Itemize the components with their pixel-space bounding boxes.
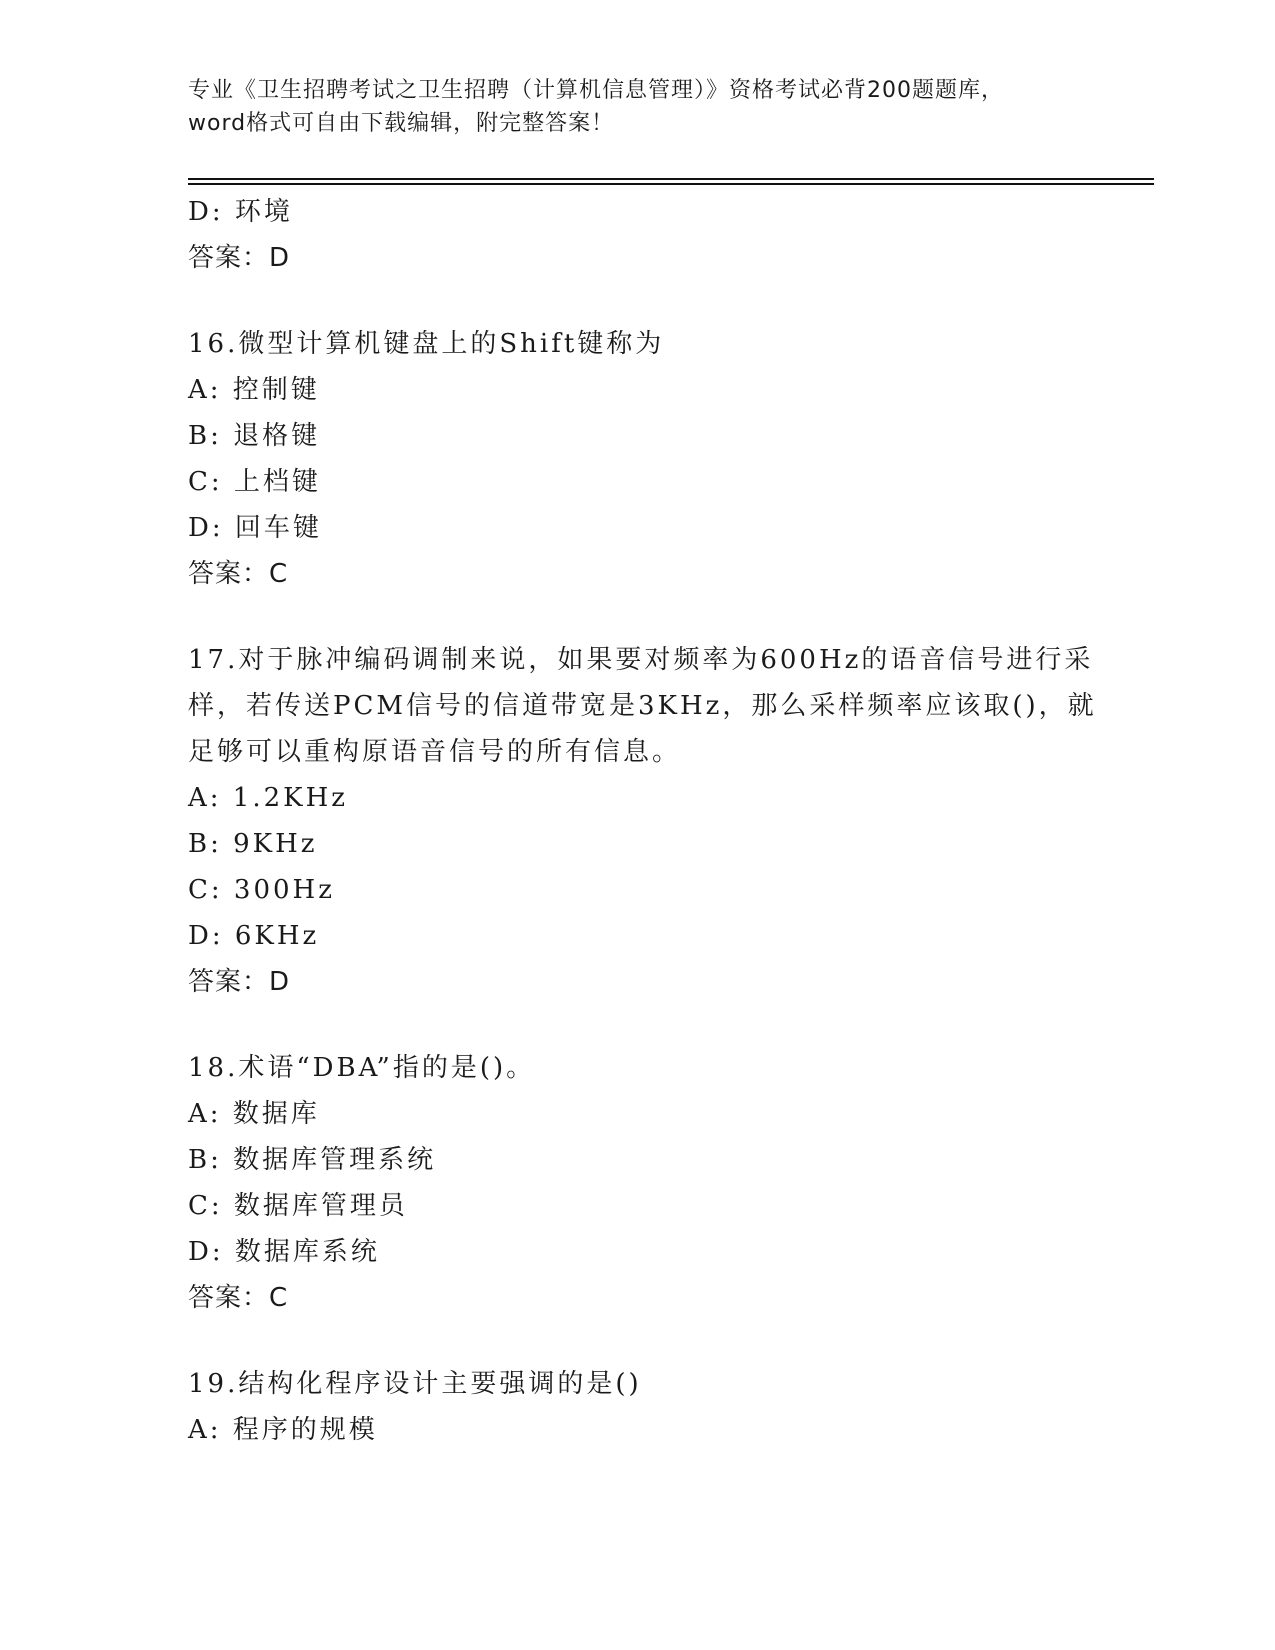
question-19	[188, 1361, 1088, 1453]
answer: 答案：C	[188, 559, 289, 589]
answer: 答案：D	[188, 967, 291, 997]
question-stem-line-2: 样，若传送PCM信号的信道带宽是3KHz，那么采样频率应该取()，就	[188, 691, 1097, 721]
question-list	[188, 189, 1097, 1453]
option-a: A: 数据库	[188, 1099, 320, 1129]
question-stem: 19.结构化程序设计主要强调的是()	[188, 1369, 642, 1399]
option-a: A: 控制键	[188, 375, 320, 405]
option-d: D: 6KHz	[188, 921, 320, 951]
header-title-line-1: 专业《卫生招聘考试之卫生招聘（计算机信息管理）》资格考试必背200题题库，	[188, 78, 1004, 103]
document-header	[188, 74, 1088, 140]
option-d: D: 回车键	[188, 513, 322, 543]
question-18	[188, 1045, 1088, 1321]
option-b: B: 9KHz	[188, 829, 318, 859]
question-stem: 16.微型计算机键盘上的Shift键称为	[188, 329, 665, 359]
spacer	[188, 597, 1088, 637]
spacer	[188, 281, 1088, 321]
option-d: D: 数据库系统	[188, 1237, 380, 1267]
header-divider-bottom	[188, 183, 1154, 185]
option-c: C: 数据库管理员	[188, 1191, 408, 1221]
question-stem-line-1: 17.对于脉冲编码调制来说，如果要对频率为600Hz的语音信号进行采	[188, 645, 1094, 675]
header-title-line-2: word格式可自由下载编辑，附完整答案！	[188, 111, 615, 136]
option-b: B: 数据库管理系统	[188, 1145, 437, 1175]
option-b: B: 退格键	[188, 421, 321, 451]
header-divider-top	[188, 178, 1154, 180]
option-c: C: 300Hz	[188, 875, 335, 905]
question-16	[188, 321, 1088, 597]
option-d: D: 环境	[188, 197, 293, 227]
option-c: C: 上档键	[188, 467, 321, 497]
answer: 答案：D	[188, 243, 291, 273]
question-stem-line-3: 足够可以重构原语音信号的所有信息。	[188, 737, 682, 767]
option-a: A: 程序的规模	[188, 1415, 378, 1445]
option-a: A: 1.2KHz	[188, 783, 348, 813]
spacer	[188, 1321, 1088, 1361]
question-15	[188, 189, 1088, 281]
answer: 答案：C	[188, 1283, 289, 1313]
spacer	[188, 1005, 1088, 1045]
question-stem: 18.术语“DBA”指的是()。	[188, 1053, 536, 1083]
question-17	[188, 637, 1097, 1005]
